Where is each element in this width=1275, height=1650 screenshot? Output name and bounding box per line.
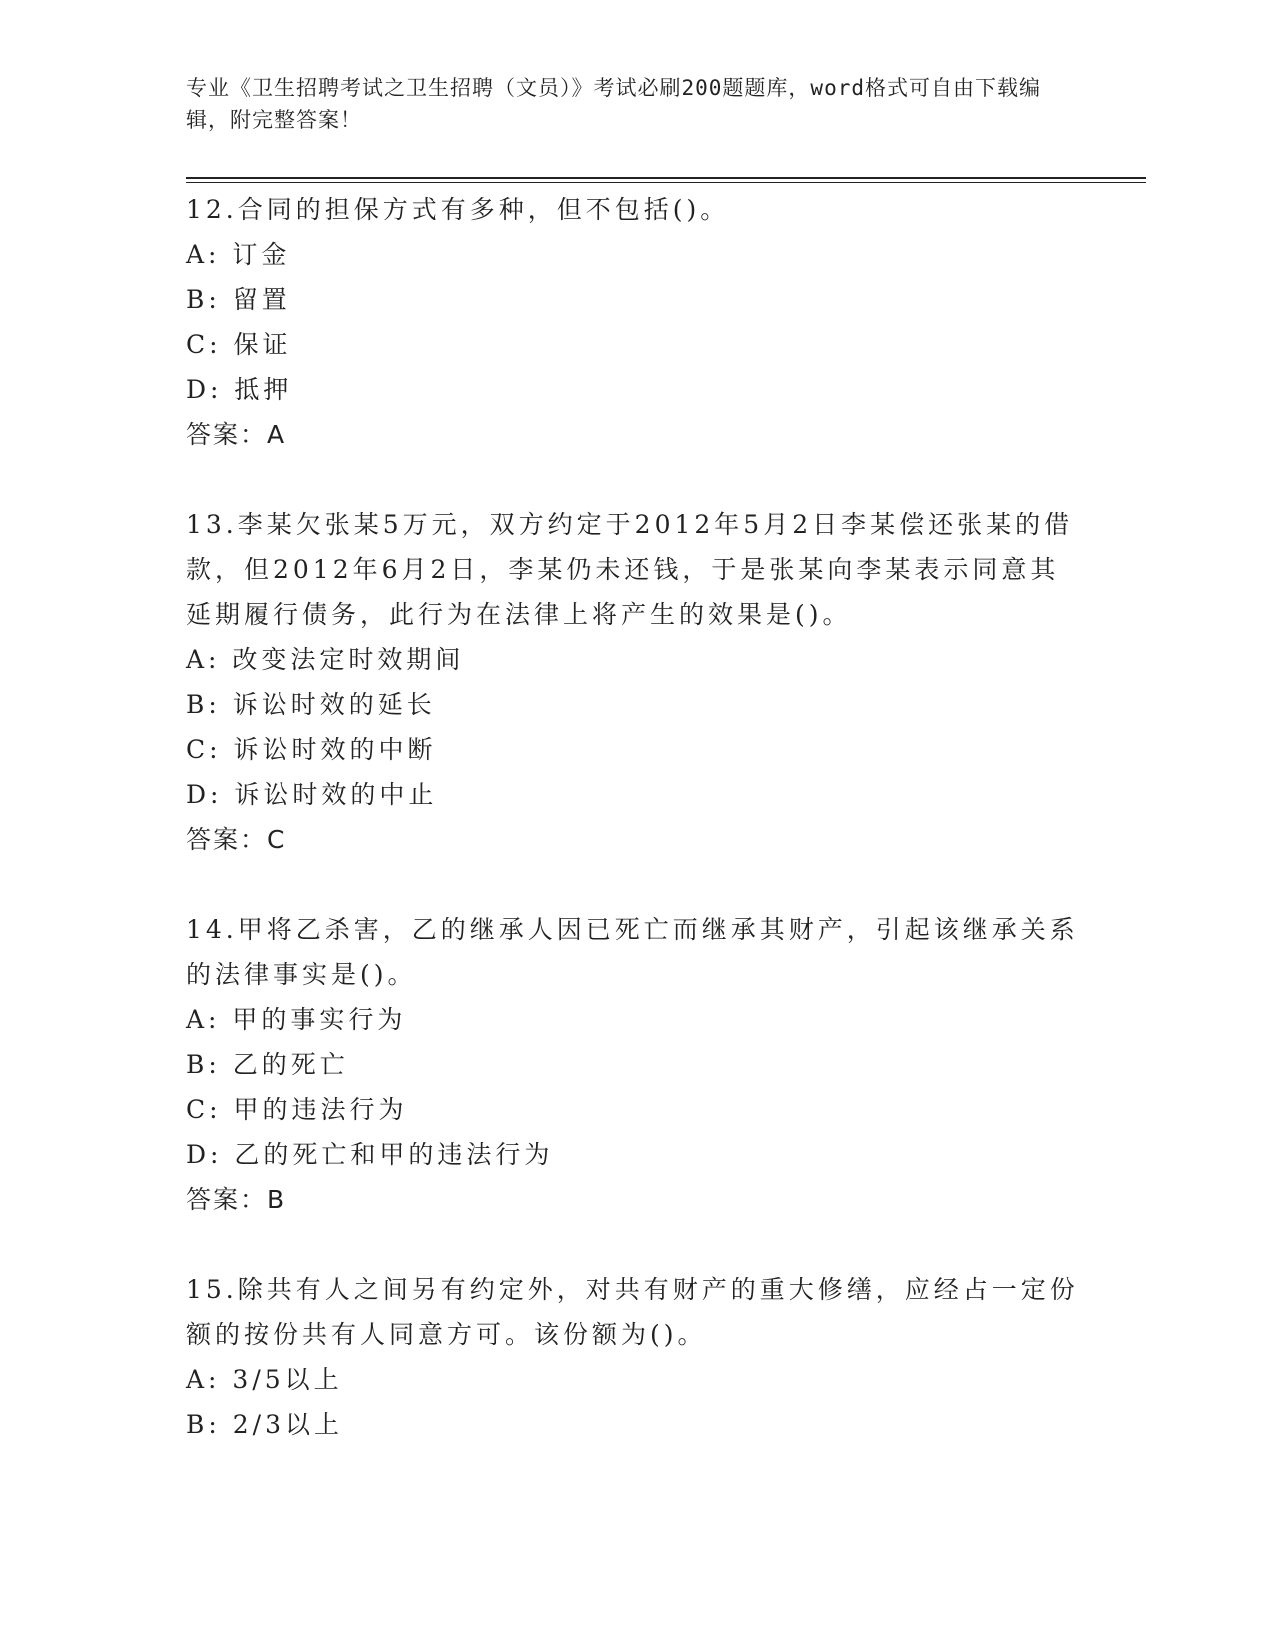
header-rule-thin [186,182,1146,183]
question-text: 13.李某欠张某5万元，双方约定于2012年5月2日李某偿还张某的借款，但2012年6月2日，李某仍未还钱，于是张某向李某表示同意其延期履行债务，此行为在法律上将产生的效果是()。 [186,510,1074,629]
option-a: A: 订金 [186,240,291,269]
answer-label: 答案：B [186,1185,287,1214]
question-text: 15.除共有人之间另有约定外，对共有财产的重大修缮，应经占一定份额的按份共有人同意方可。该份额为()。 [186,1275,1079,1349]
question-15 [186,1267,1086,1447]
option-b: B: 诉讼时效的延长 [186,690,436,719]
spacer [186,457,1086,502]
question-list [186,187,1086,1447]
option-c: C: 甲的违法行为 [186,1095,408,1124]
option-d: D: 乙的死亡和甲的违法行为 [186,1140,554,1169]
option-c: C: 诉讼时效的中断 [186,735,437,764]
option-a: A: 甲的事实行为 [186,1005,407,1034]
spacer [186,862,1086,907]
answer-label: 答案：A [186,420,287,449]
spacer [186,1222,1086,1267]
question-text: 14.甲将乙杀害，乙的继承人因已死亡而继承其财产，引起该继承关系的法律事实是()。 [186,915,1079,989]
header-rule-thick [186,177,1146,179]
question-12 [186,187,1086,457]
question-13 [186,502,1086,862]
option-a: A: 改变法定时效期间 [186,645,465,674]
option-b: B: 乙的死亡 [186,1050,349,1079]
option-b: B: 2/3以上 [186,1410,343,1439]
option-d: D: 诉讼时效的中止 [186,780,438,809]
option-c: C: 保证 [186,330,292,359]
question-text: 12.合同的担保方式有多种，但不包括()。 [186,195,730,224]
option-a: A: 3/5以上 [186,1365,343,1394]
option-b: B: 留置 [186,285,291,314]
option-d: D: 抵押 [186,375,293,404]
question-14 [186,907,1086,1222]
header-intro: 专业《卫生招聘考试之卫生招聘（文员）》考试必刷200题题库，word格式可自由下载编辑，附完整答案！ [186,76,1041,132]
answer-label: 答案：C [186,825,287,854]
